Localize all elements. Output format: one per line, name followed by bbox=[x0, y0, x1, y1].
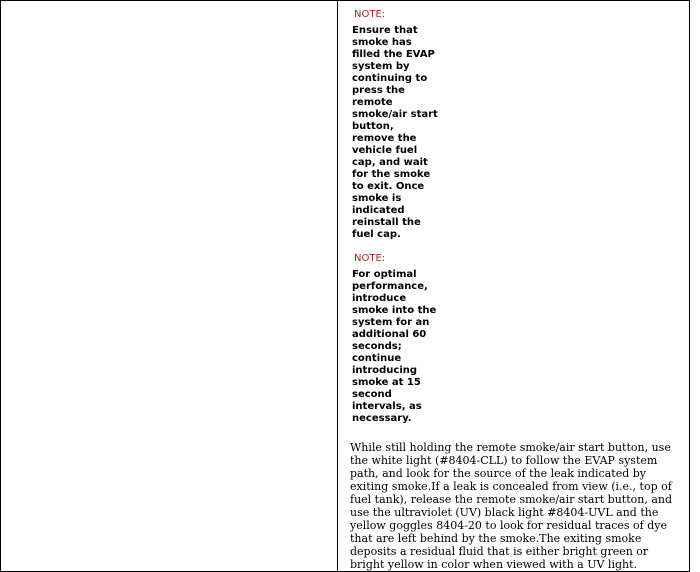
note-text: Ensure that smoke has filled the EVAP system by continuing to press the remote smoke/air start button, remove the vehicle fuel cap, and wait for the smoke to exit. Once smoke is indicated reinstall the fuel cap. bbox=[352, 25, 438, 240]
instruction-paragraph: While still holding the remote smoke/air start button, use the white light (#8404-CLL) to follow the EVAP system path, and look for the source of the leak indicated by exiting smoke.If a leak is concealed from view (i.e., top of fuel tank), release the remote smoke/air start button, and use the ultraviolet (UV) black light #8404-UVL and the yellow goggles 8404-20 to look for residual traces of dye that are left behind by the smoke.The exiting smoke deposits a residual fluid that is either bright green or bright yellow in color when viewed with a UV light. bbox=[350, 441, 673, 571]
note-block-smoke-fill bbox=[352, 1, 438, 241]
procedure-row bbox=[1, 1, 690, 572]
step-number-cell bbox=[1, 1, 338, 572]
note-text: For optimal performance, introduce smoke into the system for an additional 60 seconds; continue introducing smoke at 15 second intervals, as necessary. bbox=[352, 269, 437, 424]
step-content-cell bbox=[338, 1, 690, 572]
note-label: NOTE: bbox=[354, 253, 386, 264]
note-block-optimal-performance bbox=[352, 241, 438, 425]
note-label: NOTE: bbox=[354, 9, 386, 20]
